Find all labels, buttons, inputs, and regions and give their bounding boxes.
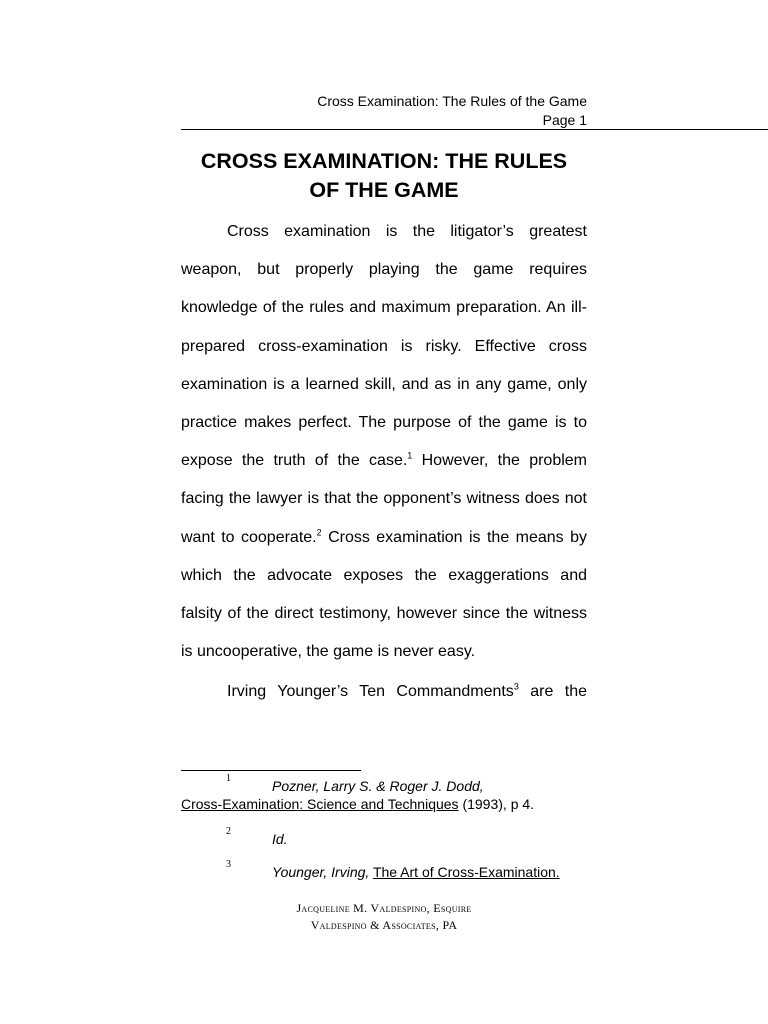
page-number: Page 1 (542, 112, 587, 128)
document-title (181, 147, 587, 205)
footnote-number-3: 3 (226, 859, 231, 870)
footnote-1 (181, 777, 601, 813)
body-paragraph-1 (181, 213, 587, 671)
footnote-ref-3[interactable]: 3 (513, 681, 519, 692)
para1-text-c: Cross examination is the means by which the advocate exposes the exaggerations and falsity of the direct testimony, however since the witness is uncooperative, the game is never easy. (181, 528, 588, 661)
running-header (317, 92, 587, 130)
firm-name: Valdespino & Associates, PA (310, 918, 458, 932)
para1-text-b: However, the problem facing the lawyer is that the opponent’s witness does not want to cooperate. (181, 452, 587, 546)
header-rule (181, 129, 768, 130)
footnote-1-authors: Pozner, Larry S. & Roger J. Dodd, (272, 778, 484, 794)
footnote-2-text: Id. (272, 831, 288, 847)
para2-text-a: Irving Younger’s Ten Commandments (227, 683, 514, 700)
footnote-number-2: 2 (226, 826, 231, 837)
para2-text-b: are the (518, 683, 587, 700)
footnote-ref-2[interactable]: 2 (316, 527, 322, 538)
author-signature-block (181, 900, 587, 934)
footnote-2 (272, 830, 288, 848)
footnote-separator (181, 770, 361, 771)
footnote-3 (272, 863, 602, 881)
footnote-1-details: (1993), p 4. (458, 796, 535, 812)
title-line-2: OF THE GAME (309, 178, 459, 202)
footnote-1-work-title: Cross-Examination: Science and Techniques (181, 796, 459, 812)
footnote-3-work-title: The Art of Cross-Examination. (372, 864, 560, 880)
title-line-1: CROSS EXAMINATION: THE RULES (200, 149, 568, 173)
para1-text-a: Cross examination is the litigator’s greatest weapon, but properly playing the game requires knowledge of the rules and maximum preparation. An ill-prepared cross-examination is risky. Effective cross examination is a learned skill, and as in any game, only practice makes perfect. The purpose of the game is to expose the truth of the case. (181, 223, 587, 470)
running-header-title: Cross Examination: The Rules of the Game (317, 93, 587, 109)
footnote-ref-1[interactable]: 1 (407, 450, 413, 461)
author-name: Jacqueline M. Valdespino, Esquire (296, 901, 472, 915)
body-paragraph-2 (181, 673, 587, 711)
footnote-number-1: 1 (226, 773, 231, 784)
footnote-3-author: Younger, Irving, (272, 864, 370, 880)
